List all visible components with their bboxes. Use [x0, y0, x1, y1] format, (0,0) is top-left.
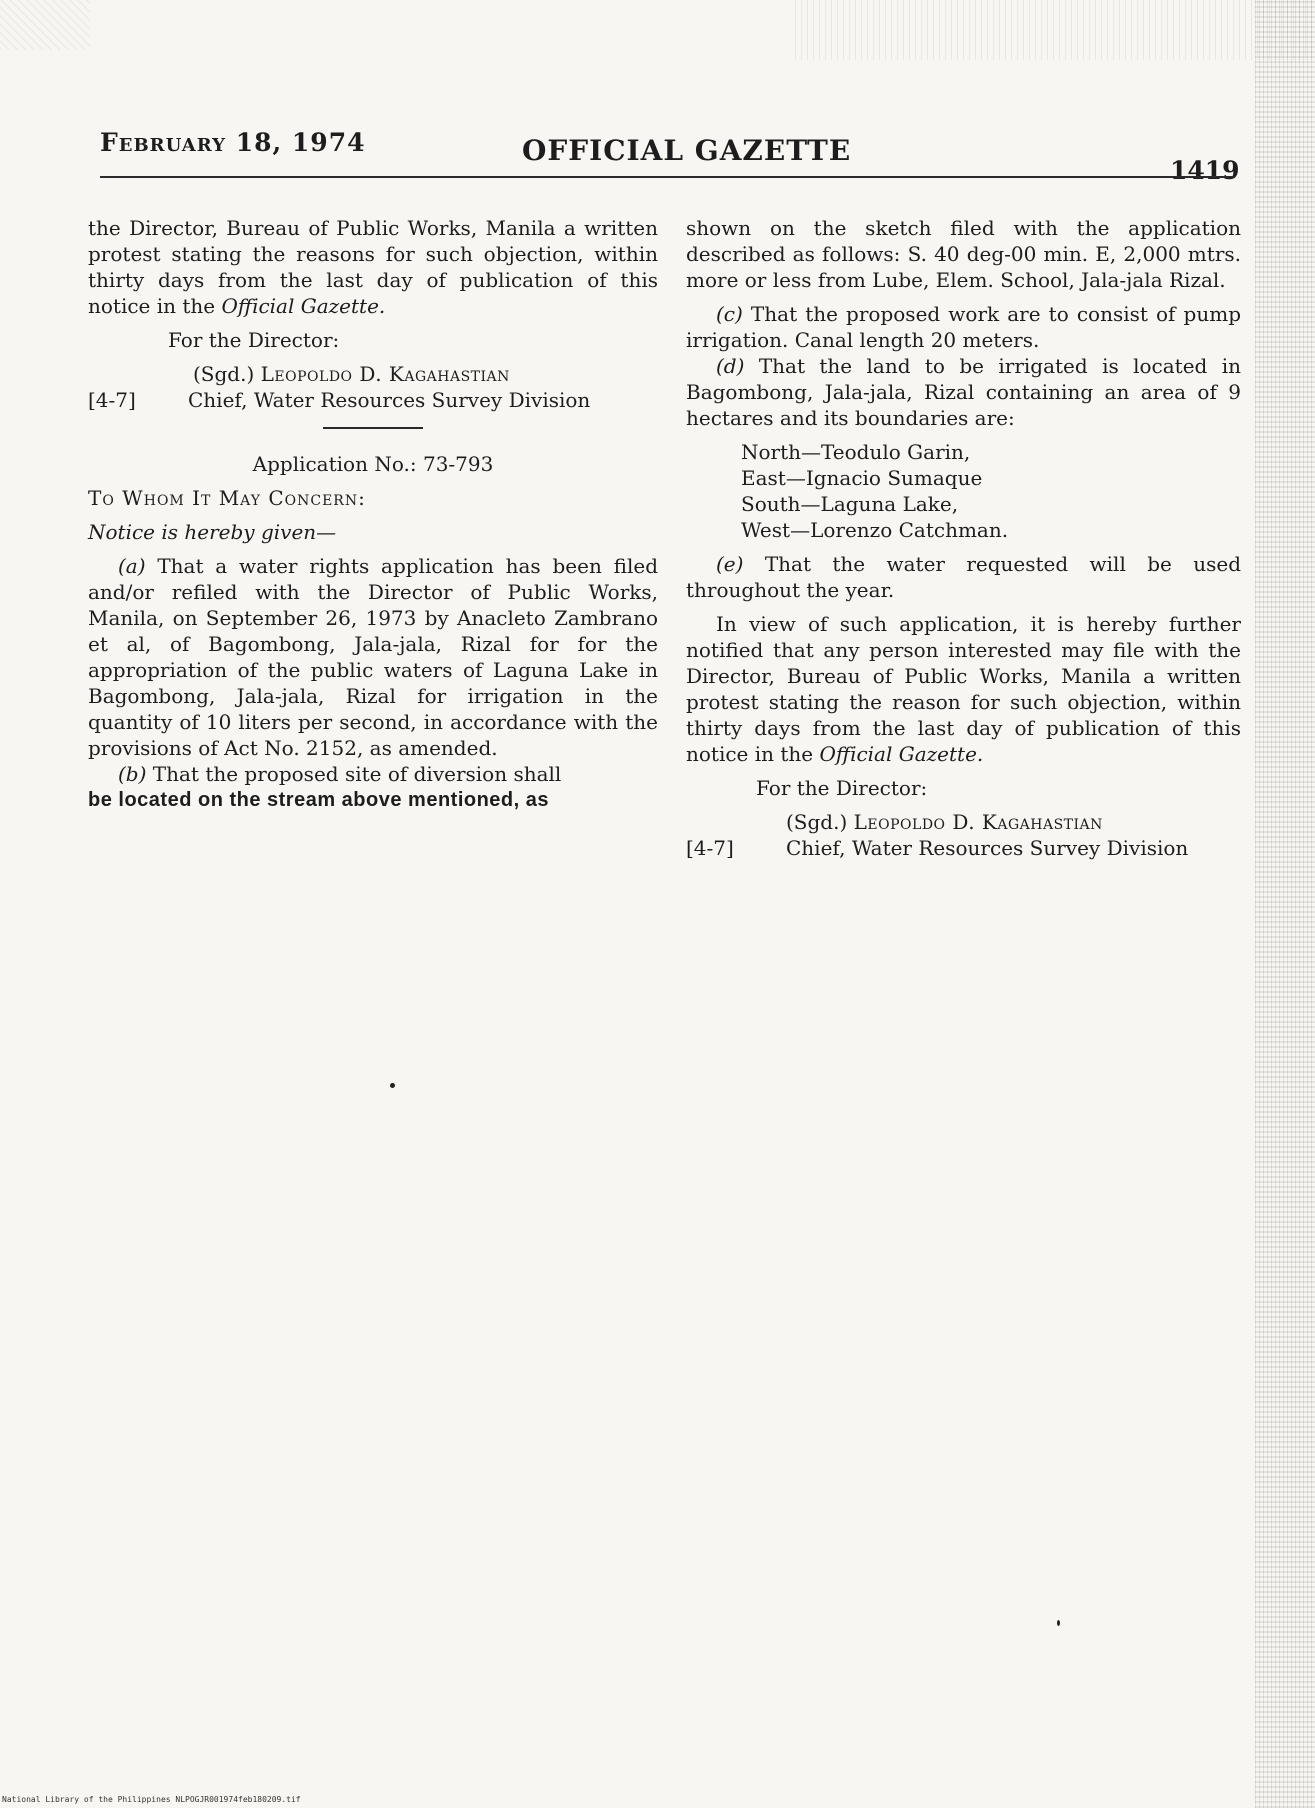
ink-speck — [1057, 1620, 1060, 1626]
paragraph-b — [88, 761, 658, 787]
paragraph-e — [686, 551, 1241, 603]
left-signature — [193, 361, 658, 387]
paragraph-b-label: (b) — [118, 762, 147, 786]
left-opening-italic: Official Gazette. — [221, 294, 386, 318]
header-rule — [100, 176, 1235, 178]
left-for-director: For the Director: — [168, 328, 340, 352]
header-date: February 18, 1974 — [100, 128, 366, 157]
application-number: Application No.: 73-793 — [252, 452, 494, 476]
boundary-west: West—Lorenzo Catchman. — [741, 518, 1009, 542]
scan-noise-top-left — [0, 0, 90, 50]
paragraph-a-label: (a) — [118, 554, 146, 578]
paragraph-in-view-text: In view of such application, it is hereby further notified that any person interested may file with the Director, Bureau of Public Works, Manila a written protest stating the reason for such objection, within thirty days from the last day of publication of this notice in the — [686, 612, 1241, 766]
left-sig-title-line — [88, 387, 658, 413]
left-sig-name: Leopoldo D. Kagahastian — [260, 362, 510, 386]
paragraph-c-label: (c) — [716, 302, 743, 326]
right-sig-title: Chief, Water Resources Survey Division — [786, 836, 1189, 860]
right-column — [686, 215, 1241, 861]
notice-heading: Notice is hereby given— — [88, 520, 337, 544]
section-divider — [323, 427, 423, 429]
to-whom-heading: To Whom It May Concern: — [88, 486, 366, 510]
left-opening-paragraph — [88, 215, 658, 319]
boundary-east: East—Ignacio Sumaque — [741, 466, 983, 490]
left-sig-code: [4-7] — [88, 388, 136, 412]
paragraph-c — [686, 301, 1241, 353]
left-sig-prefix: (Sgd.) — [193, 362, 255, 386]
ink-speck — [390, 1083, 395, 1088]
paragraph-c-text: That the proposed work are to consist of pump irrigation. Canal length 20 meters. — [686, 302, 1242, 352]
right-for-director: For the Director: — [756, 776, 928, 800]
left-column — [88, 215, 658, 813]
paragraph-d — [686, 353, 1241, 431]
paragraph-d-text: That the land to be irrigated is located in Bagombong, Jala-jala, Rizal containing an area of 9 hectares and its boundaries are: — [686, 354, 1242, 430]
boundary-south: South—Laguna Lake, — [741, 492, 959, 516]
scan-noise-right — [1255, 0, 1315, 1808]
paragraph-in-view-italic: Official Gazette. — [819, 742, 984, 766]
right-sig-title-line — [686, 835, 1241, 861]
paragraph-a — [88, 553, 658, 761]
right-opening-paragraph: shown on the sketch filed with the application described as follows: S. 40 deg-00 min. E, 2,000 mtrs. more or less from Lube, Elem. School, Jala-jala Rizal. — [686, 216, 1241, 292]
right-signature — [786, 809, 1241, 835]
left-opening-text: the Director, Bureau of Public Works, Manila a written protest stating the reasons for such objection, within thirty days from the last day of publication of this notice in the — [88, 216, 658, 318]
paragraph-e-text: That the water requested will be used throughout the year. — [686, 552, 1241, 602]
left-sig-title: Chief, Water Resources Survey Division — [188, 388, 591, 412]
paragraph-b-text: That the proposed site of diversion shall — [152, 762, 562, 786]
right-sig-code: [4-7] — [686, 836, 734, 860]
paragraph-e-label: (e) — [716, 552, 744, 576]
scan-noise-top — [795, 0, 1315, 60]
paragraph-b-bold-line: be located on the stream above mentioned, as — [88, 789, 550, 811]
paragraph-a-text: That a water rights application has been filed and/or refiled with the Director of Public Works, Manila, on September 26, 1973 by Anacleto Zambrano et al, of Bagombong, Jala-jala, Rizal for for the appropriation of the public waters of Laguna Lake in Bagombong, Jala-jala, Rizal for irrigation in the quantity of 10 liters per second, in accordance with the provisions of Act No. 2152, as amended. — [88, 554, 658, 760]
right-sig-name: Leopoldo D. Kagahastian — [853, 810, 1103, 834]
paragraph-in-view — [686, 611, 1241, 767]
right-sig-prefix: (Sgd.) — [786, 810, 848, 834]
header-title: OFFICIAL GAZETTE — [522, 134, 852, 167]
footer-source: National Library of the Philippines NLPOGJR001974feb180209.tif — [2, 1795, 301, 1804]
page-number: 1419 — [1170, 156, 1240, 185]
boundary-north: North—Teodulo Garin, — [741, 440, 971, 464]
paragraph-d-label: (d) — [716, 354, 745, 378]
